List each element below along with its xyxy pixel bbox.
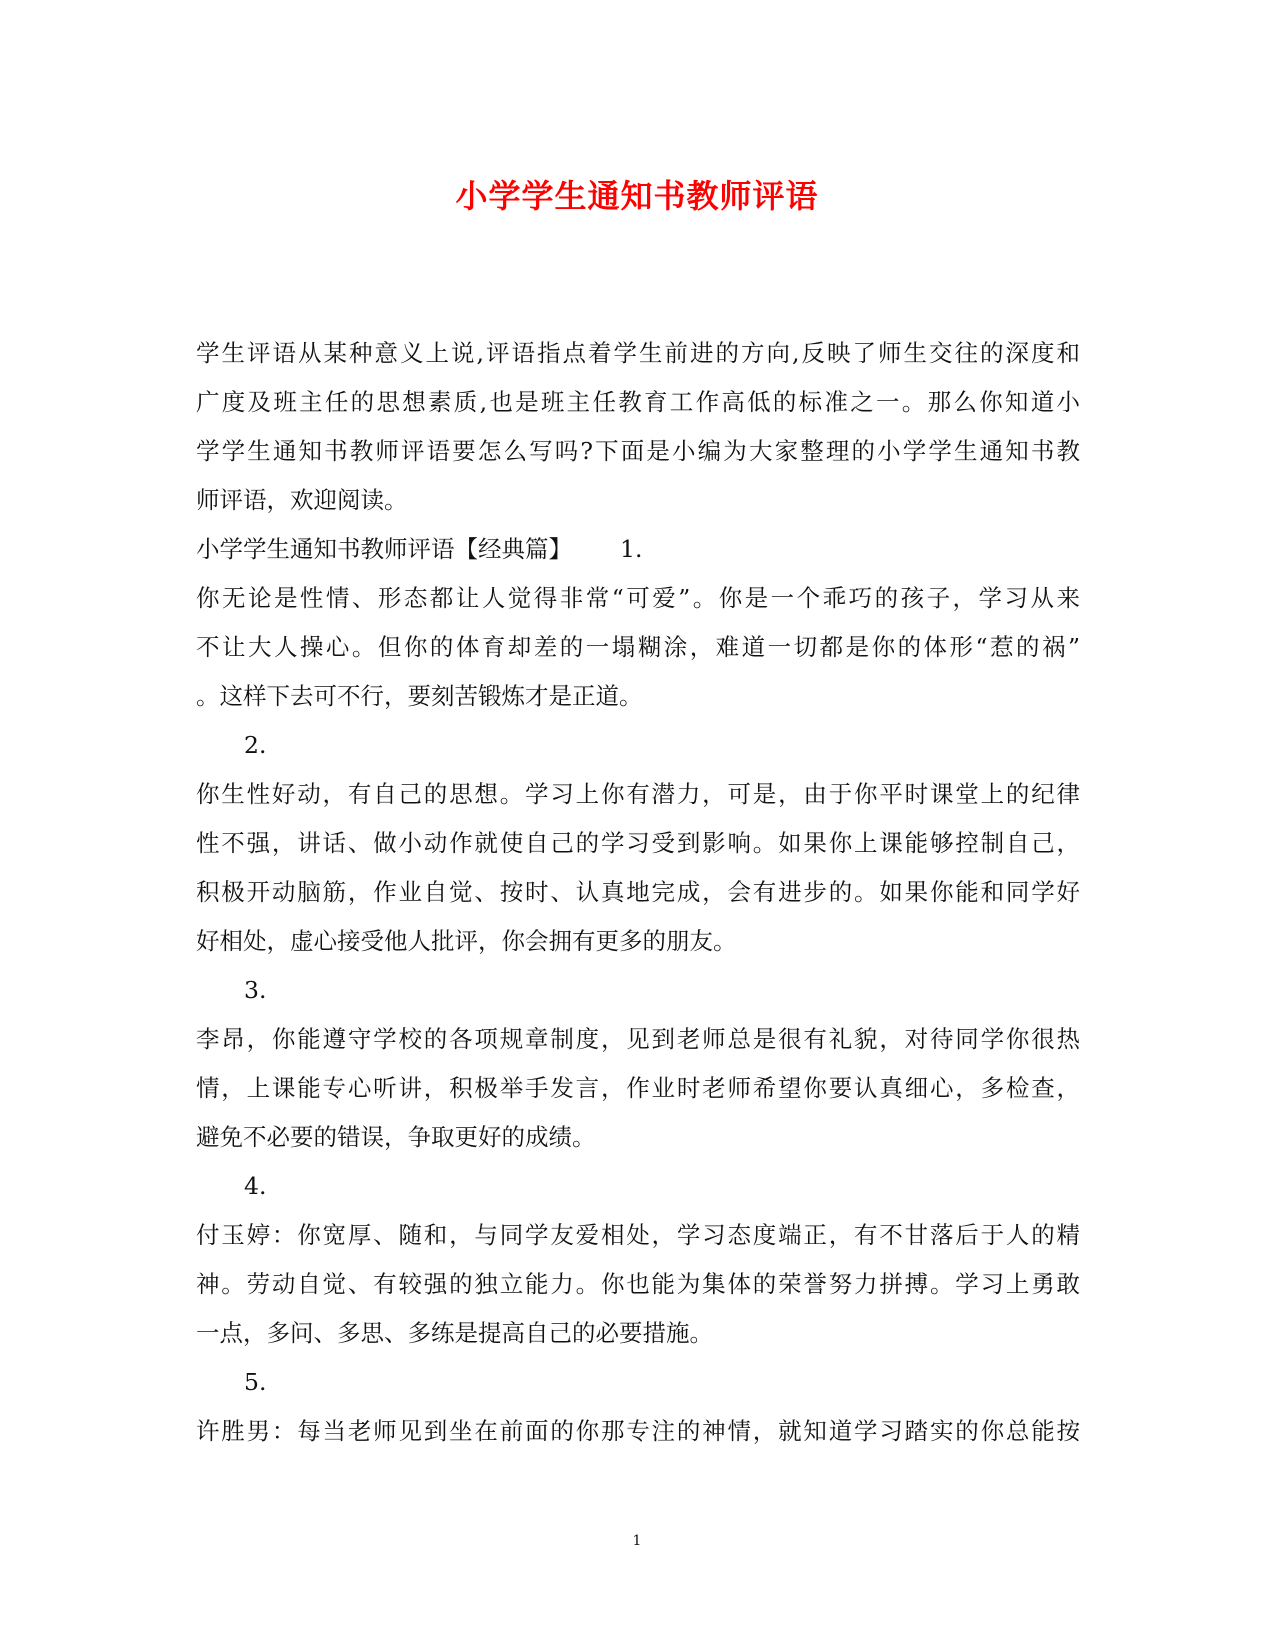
intro-line: 师评语，欢迎阅读。 — [196, 486, 408, 514]
comment-1 — [196, 574, 1080, 721]
section-heading-text: 小学学生通知书教师评语【经典篇】 — [196, 535, 572, 563]
item-number-1: 1. — [620, 535, 643, 563]
intro-line: 学生评语从某种意义上说,评语指点着学生前进的方向,反映了师生交往的深度和 — [196, 339, 1080, 367]
comment-line: 你生性好动，有自己的思想。学习上你有潜力，可是，由于你平时课堂上的纪律 — [196, 780, 1080, 808]
intro-line: 广度及班主任的思想素质,也是班主任教育工作高低的标准之一。那么你知道小 — [196, 388, 1080, 416]
page-title: 小学学生通知书教师评语 — [455, 177, 819, 215]
comment-line: 付玉婷：你宽厚、随和，与同学友爱相处，学习态度端正，有不甘落后于人的精 — [196, 1221, 1080, 1249]
comment-5 — [196, 1407, 1080, 1456]
section-heading — [196, 525, 1080, 574]
comment-line: 李昂，你能遵守学校的各项规章制度，见到老师总是很有礼貌，对待同学你很热 — [196, 1025, 1080, 1053]
comment-2 — [196, 770, 1080, 966]
comment-line: 情，上课能专心听讲，积极举手发言，作业时老师希望你要认真细心，多检查， — [196, 1074, 1080, 1102]
item-number-4: 4. — [244, 1172, 267, 1200]
page-number: 1 — [632, 1533, 642, 1549]
comment-line: 积极开动脑筋，作业自觉、按时、认真地完成，会有进步的。如果你能和同学好 — [196, 878, 1080, 906]
item-number-3: 3. — [244, 976, 267, 1004]
comment-line: 不让大人操心。但你的体育却差的一塌糊涂，难道一切都是你的体形“惹的祸” — [196, 633, 1080, 661]
item-number-5: 5. — [244, 1368, 267, 1396]
comment-line: 一点，多问、多思、多练是提高自己的必要措施。 — [196, 1319, 713, 1347]
comment-3 — [196, 1015, 1080, 1162]
comment-4 — [196, 1211, 1080, 1358]
comment-line: 避免不必要的错误，争取更好的成绩。 — [196, 1123, 596, 1151]
item-number-2: 2. — [244, 731, 267, 759]
comment-line: 许胜男：每当老师见到坐在前面的你那专注的神情，就知道学习踏实的你总能按 — [196, 1417, 1080, 1445]
comment-line: 你无论是性情、形态都让人觉得非常“可爱”。你是一个乖巧的孩子，学习从来 — [196, 584, 1080, 612]
comment-line: 神。劳动自觉、有较强的独立能力。你也能为集体的荣誉努力拼搏。学习上勇敢 — [196, 1270, 1080, 1298]
intro-line: 学学生通知书教师评语要怎么写吗?下面是小编为大家整理的小学学生通知书教 — [196, 437, 1080, 465]
comment-line: 好相处，虚心接受他人批评，你会拥有更多的朋友。 — [196, 927, 737, 955]
document-body — [196, 329, 1080, 1456]
comment-line: 性不强，讲话、做小动作就使自己的学习受到影响。如果你上课能够控制自己， — [196, 829, 1080, 857]
intro-paragraph — [196, 329, 1080, 525]
comment-line: 。这样下去可不行，要刻苦锻炼才是正道。 — [196, 682, 643, 710]
